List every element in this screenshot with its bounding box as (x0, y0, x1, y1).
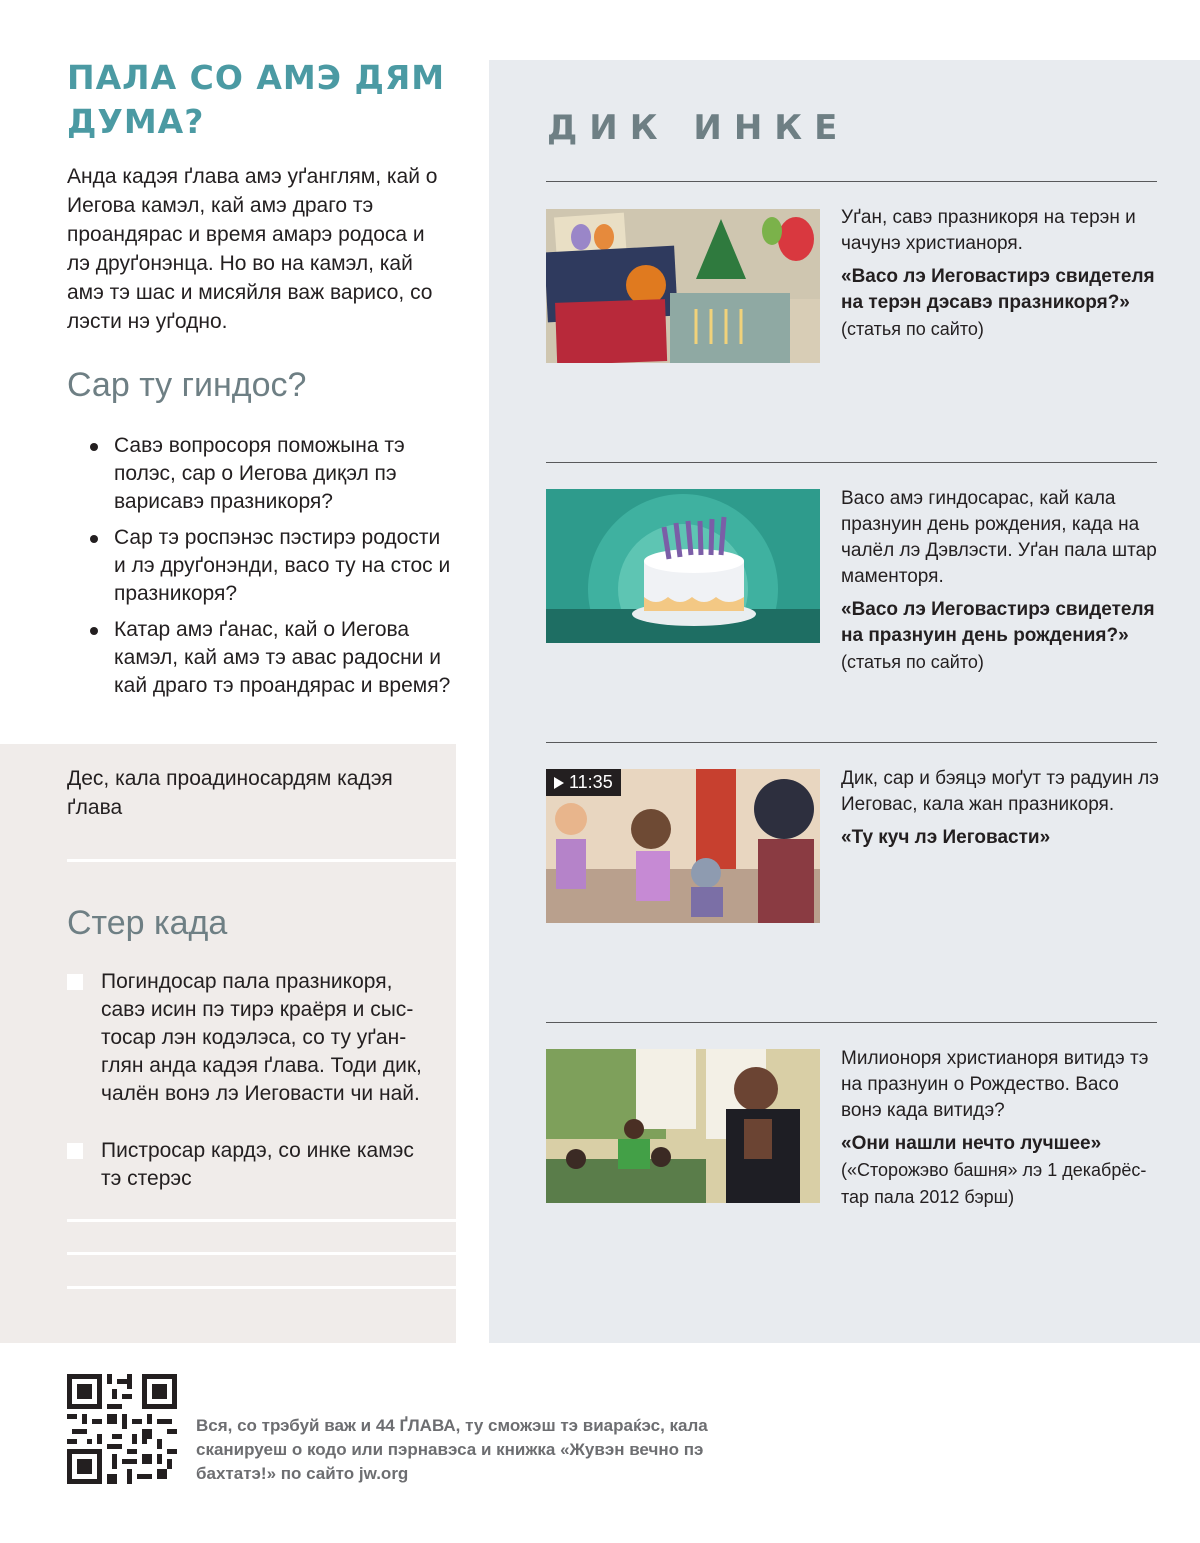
bullet-icon (90, 535, 98, 543)
left-column (0, 0, 456, 1343)
explore-item-text (841, 205, 1161, 343)
qr-code[interactable] (67, 1374, 177, 1484)
explore-item-link[interactable]: «Васо лэ Иеговастирэ свидетеля на терэн дэсавэ празникоря?» (841, 266, 1155, 313)
goal-title: Стер када (67, 904, 228, 942)
divider (546, 1022, 1157, 1023)
review-list (90, 432, 452, 708)
holidays-collage-image[interactable] (546, 209, 820, 363)
divider (546, 462, 1157, 463)
write-line[interactable] (67, 859, 456, 862)
explore-item-link[interactable]: «Ту куч лэ Иеговасти» (841, 827, 1051, 848)
explore-item-source: (статья по сайто) (841, 319, 984, 339)
explore-item-description: Уґан, савэ празникоря на терэн и чачунэ христианоря. (841, 207, 1136, 254)
video-duration-badge: 11:35 (546, 769, 621, 796)
goal-item: Погиндосар пала празникоря, савэ исин пэ тирэ краёря и сыстосар лэн кодэлэса, со ту уґанглян анда кадэя ґлава. Тоди дик, чалён вонэ лэ Иеговасти чи най. (67, 968, 437, 1108)
explore-item-text (841, 1046, 1161, 1211)
explore-item-link[interactable]: «Васо лэ Иеговастирэ свидетеля на празнуин день рождения?» (841, 599, 1155, 646)
explore-title: ДИК ИНКЕ (547, 108, 850, 148)
divider (546, 742, 1157, 743)
notes-panel (0, 744, 456, 1343)
review-item: Катар амэ ґанас, кай о Иегова камэл, кай амэ тэ авас радосни и кай драго тэ проандярас и время? (90, 616, 452, 700)
write-line[interactable] (67, 1252, 456, 1255)
review-item: Савэ вопросоря поможына тэ полэс, сар о Иегова диқэл пэ варисавэ празникоря? (90, 432, 452, 516)
footer-text: Вся, со трэбуй важ и 44 ҐЛАВА, ту сможэш тэ виараќэс, кала сканируеш о кодо или пэрнавэса и книжка «Жувэн вечно пэ бахтатэ!» по сайто jw.org (196, 1416, 708, 1483)
play-icon (554, 777, 564, 789)
review-title: Сар ту гиндос? (67, 366, 307, 404)
divider (546, 181, 1157, 182)
birthday-cake-image[interactable] (546, 489, 820, 643)
write-line[interactable] (67, 1286, 456, 1289)
explore-item-link[interactable]: «Они нашли нечто лучшее» (841, 1133, 1102, 1154)
summary-title: ПАЛА СО АМЭ ДЯМ ДУМА? (67, 58, 446, 141)
explore-item-description: Милионоря христианоря витидэ тэ на празнуин о Рождество. Васо вонэ када витидэ? (841, 1048, 1149, 1121)
explore-item-source: («Сторожэво башня» лэ 1 декабрёстар пала 2012 бэрш) (841, 1160, 1147, 1207)
family-photo-image[interactable] (546, 1049, 820, 1203)
checkbox[interactable] (67, 1143, 83, 1159)
review-item: Сар тэ роспэнэс пэстирэ родости и лэ друґонэнди, васо ту на стос и празникоря? (90, 524, 452, 608)
bullet-icon (90, 627, 98, 635)
checkbox[interactable] (67, 974, 83, 990)
write-line[interactable] (67, 1219, 456, 1222)
animated-children-video[interactable] (546, 769, 820, 923)
explore-panel (489, 60, 1200, 1343)
explore-item-description: Васо амэ гиндосарас, кай кала празнуин день рождения, када на чалёл лэ Дэвлэсти. Уґан пала штар маменторя. (841, 488, 1157, 587)
goal-item: Пистросар кардэ, со инке камэс тэ стерэс (67, 1137, 437, 1193)
bullet-icon (90, 443, 98, 451)
explore-item-description: Дик, сар и бэяцэ моґут тэ радуин лэ Иеговас, кала жан празникоря. (841, 768, 1159, 815)
completion-date-label: Дес, кала проадиносардям кадэя ґлава (67, 767, 393, 819)
explore-item-source: (статья по сайто) (841, 652, 984, 672)
explore-item-text (841, 486, 1161, 676)
explore-item-text (841, 766, 1161, 851)
summary-text: Анда кадэя ґлава амэ уґанглям, кай о Иегова камэл, кай амэ драго тэ проандярас и время амарэ родоса и лэ друґонэнца. Но во на камэл, кай амэ тэ шас и мисяйля важ варисо, со лэсти нэ уґодно. (67, 165, 438, 333)
